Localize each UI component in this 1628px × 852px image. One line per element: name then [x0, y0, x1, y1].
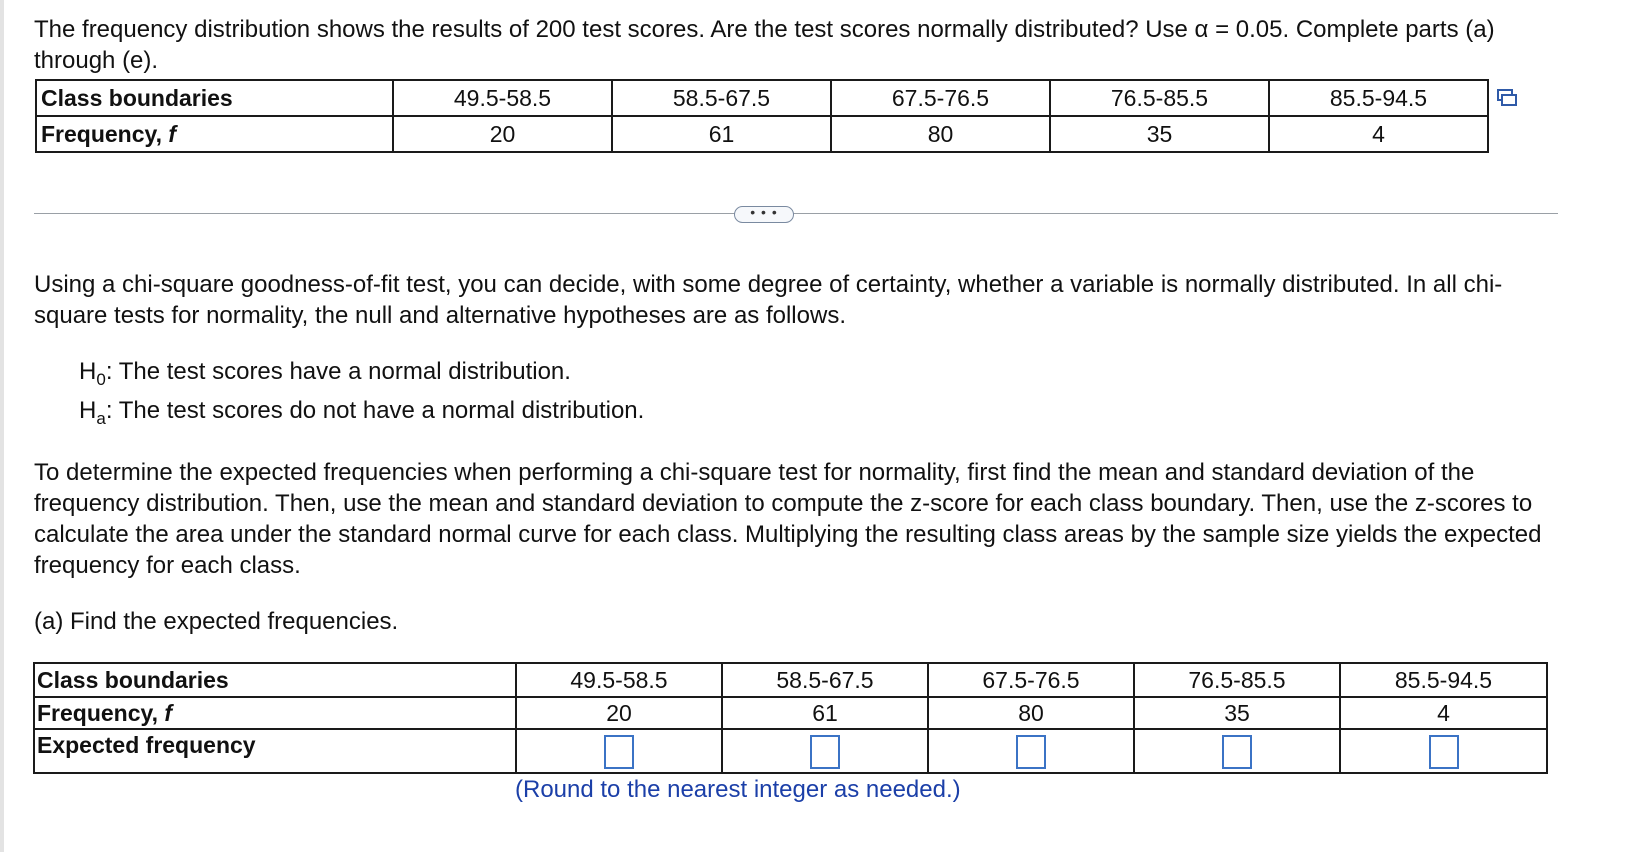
- frequency-table: [35, 79, 1489, 153]
- expected-frequency-input-4[interactable]: [1222, 735, 1252, 769]
- frequency-cell: 4: [1269, 116, 1488, 152]
- copy-icon[interactable]: [1497, 89, 1517, 107]
- rounding-note: (Round to the nearest integer as needed.): [515, 776, 961, 803]
- class-boundary-cell: 58.5-67.5: [612, 80, 831, 116]
- frequency-cell: 61: [612, 116, 831, 152]
- frequency-symbol: f: [164, 699, 173, 726]
- h0-letter: H: [79, 358, 97, 385]
- row-label-expected-frequency: Expected frequency: [34, 729, 516, 773]
- class-boundary-cell: 58.5-67.5: [722, 663, 928, 697]
- expected-frequency-cell: [722, 729, 928, 773]
- table-row: [34, 663, 1547, 697]
- question-intro: The frequency distribution shows the results of 200 test scores. Are the test scores normally distributed? Use α = 0.05. Complete parts (a) through (e).: [34, 16, 1495, 74]
- class-boundary-cell: 49.5-58.5: [393, 80, 612, 116]
- frequency-cell: 20: [516, 697, 722, 729]
- h0-text: : The test scores have a normal distribution.: [105, 358, 571, 385]
- ha-subscript: a: [96, 409, 106, 428]
- class-boundary-cell: 85.5-94.5: [1340, 663, 1547, 697]
- section-divider: [34, 213, 1558, 214]
- expected-frequency-input-1[interactable]: [604, 735, 634, 769]
- row-label-class-boundaries: Class boundaries: [34, 663, 516, 697]
- frequency-symbol: f: [168, 120, 177, 147]
- expected-frequency-cell: [516, 729, 722, 773]
- class-boundary-cell: 76.5-85.5: [1050, 80, 1269, 116]
- frequency-cell: 35: [1050, 116, 1269, 152]
- class-boundary-cell: 76.5-85.5: [1134, 663, 1340, 697]
- frequency-cell: 80: [928, 697, 1134, 729]
- expected-frequency-input-5[interactable]: [1429, 735, 1459, 769]
- frequency-cell: 35: [1134, 697, 1340, 729]
- h0-subscript: 0: [96, 370, 106, 389]
- frequency-cell: 80: [831, 116, 1050, 152]
- ha-text: : The test scores do not have a normal distribution.: [105, 397, 645, 424]
- part-a-prompt: (a) Find the expected frequencies.: [34, 608, 399, 635]
- class-boundary-cell: 67.5-76.5: [831, 80, 1050, 116]
- alternative-hypothesis: [79, 395, 644, 434]
- chi-square-explanation: Using a chi-square goodness-of-fit test, you can decide, with some degree of certainty, whether a variable is normally distributed. In all chi-square tests for normality, the null and alternative hypotheses are as follows.: [34, 271, 1503, 329]
- table-row: [34, 729, 1547, 773]
- frequency-cell: 20: [393, 116, 612, 152]
- frequency-cell: 61: [722, 697, 928, 729]
- expected-frequency-cell: [928, 729, 1134, 773]
- frequency-cell: 4: [1340, 697, 1547, 729]
- expected-frequency-input-2[interactable]: [810, 735, 840, 769]
- table-row: [36, 80, 1488, 116]
- expected-frequency-table: [33, 662, 1548, 774]
- row-label-frequency: Frequency, f: [34, 697, 516, 729]
- ha-letter: H: [79, 397, 97, 424]
- class-boundary-cell: 49.5-58.5: [516, 663, 722, 697]
- show-more-button[interactable]: • • •: [734, 206, 794, 223]
- class-boundary-cell: 85.5-94.5: [1269, 80, 1488, 116]
- expected-frequency-input-3[interactable]: [1016, 735, 1046, 769]
- table-row: [36, 116, 1488, 152]
- expected-frequency-explanation: To determine the expected frequencies when performing a chi-square test for normality, first find the mean and standard deviation of the frequency distribution. Then, use the mean and standard deviation to compute the z-score for each class boundary. Then, use the z-scores to calculate the area under the standard normal curve for each class. Multiplying the resulting class areas by the sample size yields the expected frequency for each class.: [34, 459, 1542, 579]
- row-label-frequency: Frequency, f: [36, 116, 393, 152]
- expected-frequency-cell: [1340, 729, 1547, 773]
- left-edge-bar: [0, 0, 4, 852]
- null-hypothesis: [79, 356, 571, 395]
- table-row: [34, 697, 1547, 729]
- row-label-class-boundaries: Class boundaries: [36, 80, 393, 116]
- expected-frequency-cell: [1134, 729, 1340, 773]
- class-boundary-cell: 67.5-76.5: [928, 663, 1134, 697]
